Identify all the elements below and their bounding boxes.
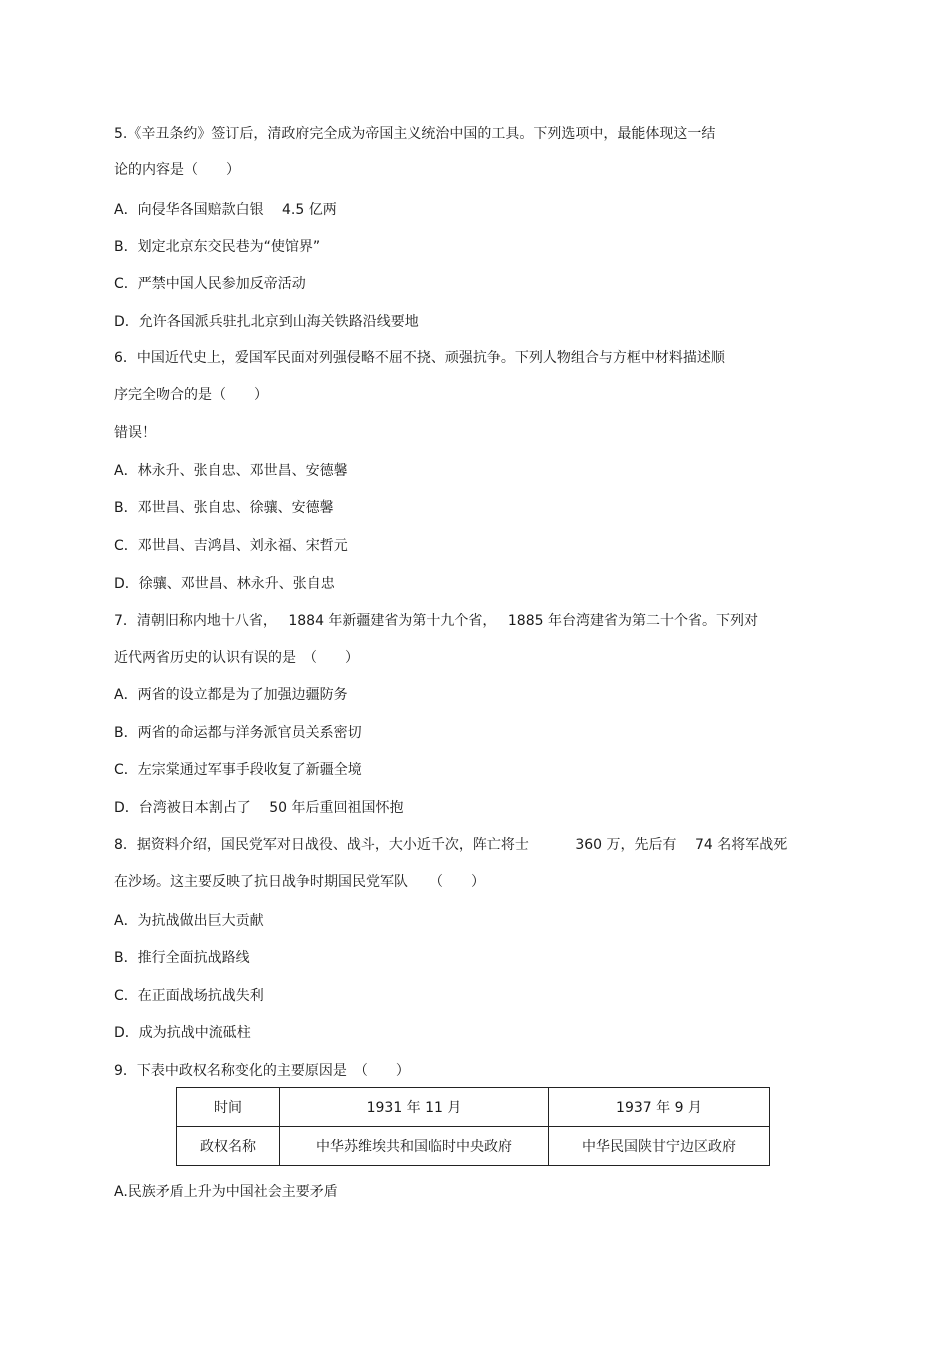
table-row (177, 1088, 770, 1127)
question-8-stem-line-1: 8．据资料介绍，国民党军对日战役、战斗，大小近千次，阵亡将士 360 万，先后有 74 名将军战死 (114, 837, 788, 853)
question-5-stem-line-2: 论的内容是（ ） (114, 162, 240, 178)
regime-name-table (176, 1087, 770, 1166)
question-7-option-c: C．左宗棠通过军事手段收复了新疆全境 (114, 762, 362, 778)
question-6-error-note: 错误！ (114, 425, 156, 441)
question-7-stem-line-2: 近代两省历史的认识有误的是 （ ） (114, 650, 359, 666)
question-5-stem-line-1: 5.《辛丑条约》签订后，清政府完全成为帝国主义统治中国的工具。下列选项中，最能体现这一结 (114, 126, 716, 142)
question-6-option-d: D．徐骧、邓世昌、林永升、张自忠 (114, 576, 335, 592)
question-5-option-d: D．允许各国派兵驻扎北京到山海关铁路沿线要地 (114, 314, 419, 330)
question-5-option-a: A．向侵华各国赔款白银 4.5 亿两 (114, 202, 337, 218)
question-7-stem-line-1: 7．清朝旧称内地十八省， 1884 年新疆建省为第十九个省， 1885 年台湾建省为第二十个省。下列对 (114, 613, 758, 629)
question-6-option-b: B．邓世昌、张自忠、徐骧、安德馨 (114, 500, 334, 516)
question-8-option-c: C．在正面战场抗战失利 (114, 988, 264, 1004)
table-cell: 1931 年 11 月 (280, 1088, 549, 1127)
question-8-option-a: A．为抗战做出巨大贡献 (114, 913, 264, 929)
question-6-option-c: C．邓世昌、吉鸿昌、刘永福、宋哲元 (114, 538, 348, 554)
table-cell: 政权名称 (177, 1127, 280, 1166)
question-8-option-b: B．推行全面抗战路线 (114, 950, 250, 966)
question-9-stem: 9．下表中政权名称变化的主要原因是 （ ） (114, 1063, 410, 1079)
table-cell: 中华苏维埃共和国临时中央政府 (280, 1127, 549, 1166)
question-8-option-d: D．成为抗战中流砥柱 (114, 1025, 251, 1041)
table-cell: 时间 (177, 1088, 280, 1127)
question-6-stem-line-2: 序完全吻合的是（ ） (114, 387, 268, 403)
question-5-option-c: C．严禁中国人民参加反帝活动 (114, 276, 306, 292)
table-cell: 1937 年 9 月 (549, 1088, 770, 1127)
question-8-stem-line-2: 在沙场。这主要反映了抗日战争时期国民党军队 （ ） (114, 874, 485, 890)
table-row (177, 1127, 770, 1166)
question-9-option-a: A.民族矛盾上升为中国社会主要矛盾 (114, 1184, 338, 1200)
question-6-stem-line-1: 6．中国近代史上，爱国军民面对列强侵略不屈不挠、顽强抗争。下列人物组合与方框中材料描述顺 (114, 350, 725, 366)
question-7-option-a: A．两省的设立都是为了加强边疆防务 (114, 687, 348, 703)
question-6-option-a: A．林永升、张自忠、邓世昌、安德馨 (114, 463, 348, 479)
table-cell: 中华民国陕甘宁边区政府 (549, 1127, 770, 1166)
question-7-option-b: B．两省的命运都与洋务派官员关系密切 (114, 725, 362, 741)
question-7-option-d: D．台湾被日本割占了 50 年后重回祖国怀抱 (114, 800, 404, 816)
question-5-option-b: B．划定北京东交民巷为“使馆界” (114, 239, 321, 255)
